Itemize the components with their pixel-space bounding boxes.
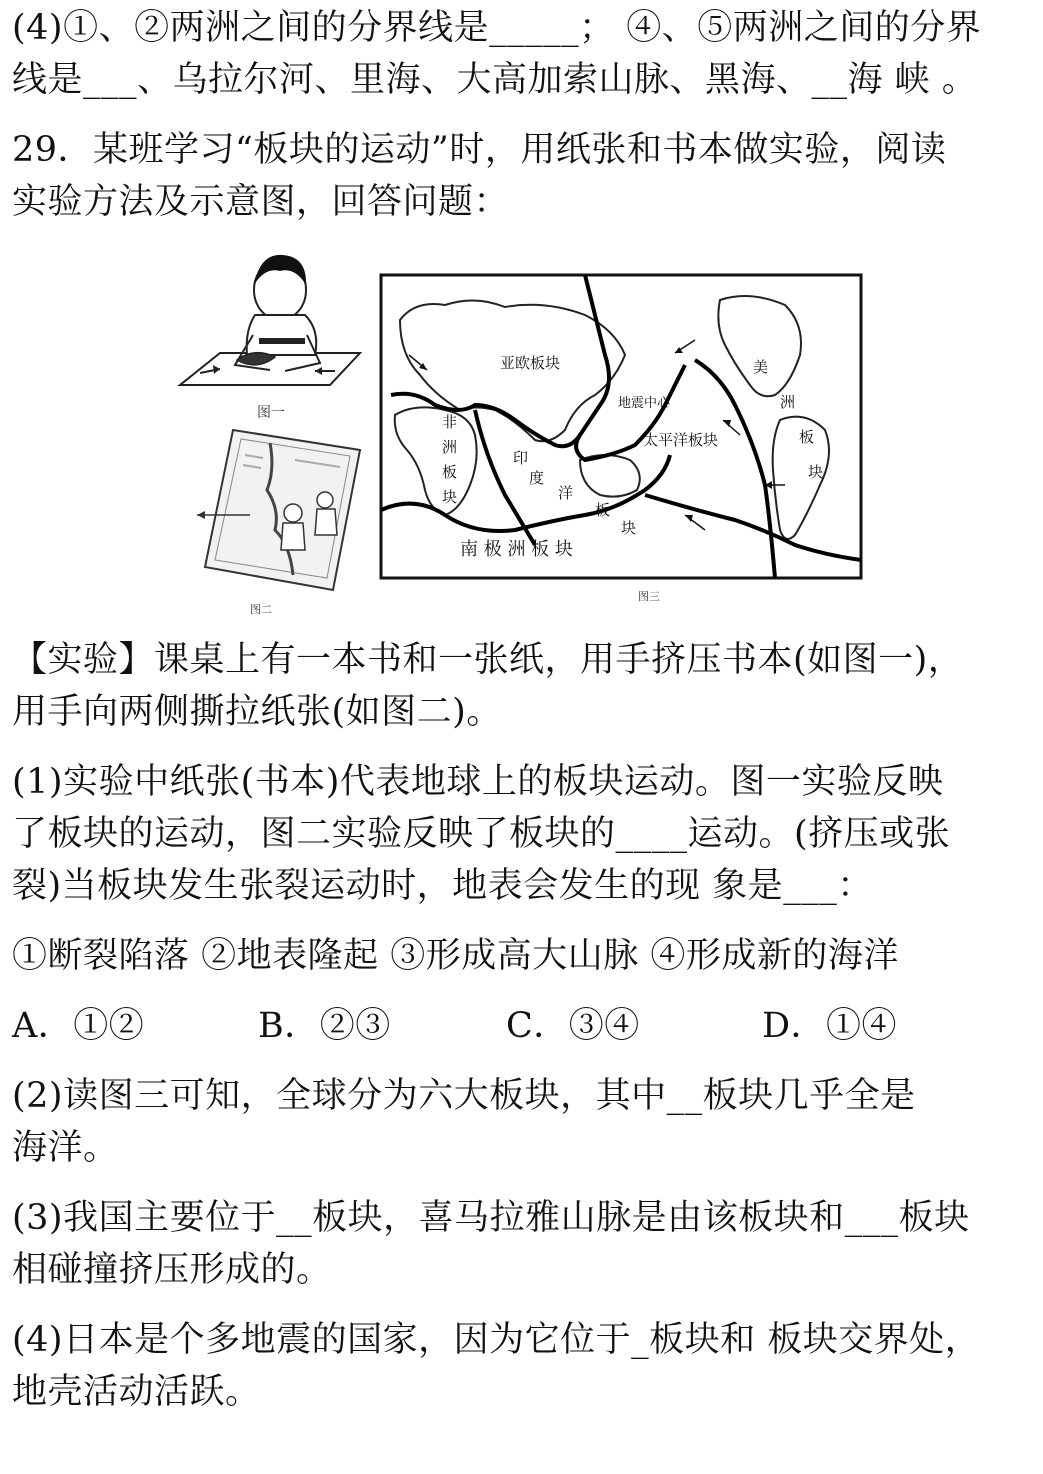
map-label-american-1: 美 — [753, 358, 769, 376]
map-label-african-1: 非 — [442, 413, 458, 431]
part4-line1: (4)日本是个多地震的国家，因为它位于_板块和 板块交界处， — [12, 1320, 981, 1360]
choice-c: C．③④ — [506, 1006, 640, 1046]
map-label-african-4: 块 — [442, 488, 458, 506]
figures-svg — [175, 245, 875, 615]
choice-b: B．②③ — [258, 1006, 391, 1046]
figure-one-caption: 图一 — [257, 405, 285, 421]
options-statement: ①断裂陷落 ②地表隆起 ③形成高大山脉 ④形成新的海洋 — [12, 936, 899, 976]
map-label-indian-3: 洋 — [558, 484, 574, 502]
map-label-american-3: 板 — [799, 428, 815, 446]
map-label-pacific-plate: 太平洋板块 — [643, 431, 719, 449]
q29-intro-line1: 29．某班学习“板块的运动”时，用纸张和书本做实验，阅读 — [12, 130, 947, 170]
experiment-line1: 【实验】课桌上有一本书和一张纸，用手挤压书本(如图一)， — [12, 640, 964, 680]
figure-three-plate-map — [381, 275, 861, 603]
experiment-line2: 用手向两侧撕拉纸张(如图二)。 — [12, 692, 502, 732]
part1-line2: 了板块的运动，图二实验反映了板块的____运动。(挤压或张 — [12, 814, 951, 854]
part1-line1: (1)实验中纸张(书本)代表地球上的板块运动。图一实验反映 — [12, 762, 944, 802]
q28-part4-line1: (4)①、②两洲之间的分界线是_____； ④、⑤两洲之间的分界 — [12, 8, 982, 48]
part4-line2: 地壳活动活跃。 — [12, 1372, 261, 1412]
map-label-antarctic-plate: 南 极 洲 板 块 — [460, 539, 573, 560]
map-label-earthquake-center: 地震中心 — [618, 396, 671, 411]
experiment-figures — [175, 245, 875, 615]
map-label-indian-2: 度 — [529, 469, 545, 487]
map-label-indian-4: 板 — [595, 501, 611, 519]
choice-d: D．①④ — [762, 1006, 898, 1046]
q29-intro-line2: 实验方法及示意图，回答问题： — [12, 182, 510, 222]
q28-part4-line2: 线是___、乌拉尔河、里海、大高加索山脉、黑海、__海 峡 。 — [12, 60, 978, 100]
part3-line1: (3)我国主要位于__板块，喜马拉雅山脉是由该板块和___板块 — [12, 1198, 970, 1238]
part1-line3: 裂)当板块发生张裂运动时，地表会发生的现 象是___： — [12, 866, 873, 906]
choice-a: A．①② — [12, 1006, 145, 1046]
figure-one-illustration — [180, 255, 360, 421]
map-label-american-4: 块 — [808, 463, 824, 481]
map-label-african-2: 洲 — [442, 438, 458, 456]
figure-two-caption: 图二 — [250, 603, 272, 615]
map-label-indian-1: 印 — [513, 449, 529, 467]
map-label-american-2: 洲 — [780, 393, 796, 411]
map-label-eurasian-plate: 亚欧板块 — [500, 354, 561, 372]
part3-line2: 相碰撞挤压形成的。 — [12, 1250, 332, 1290]
figure-three-caption: 图三 — [638, 590, 660, 603]
part2-line1: (2)读图三可知，全球分为六大板块，其中__板块几乎全是 — [12, 1076, 916, 1116]
map-label-indian-5: 块 — [621, 519, 637, 537]
map-label-african-3: 板 — [442, 463, 458, 481]
figure-two-illustration — [197, 430, 360, 615]
part2-line2: 海洋。 — [12, 1128, 119, 1168]
